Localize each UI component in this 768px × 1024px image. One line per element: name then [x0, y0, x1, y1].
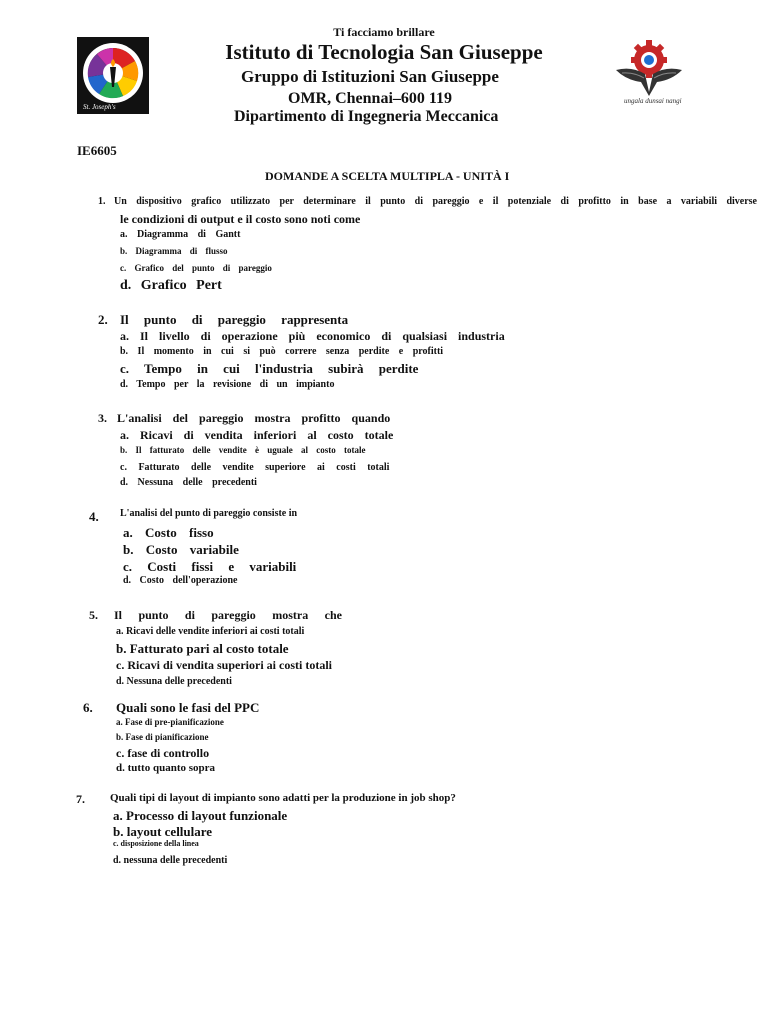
question-2-option-c: c. Tempo in cui l'industria subirà perdite: [120, 361, 419, 376]
question-4-option-d: d. Costo dell'operazione: [123, 575, 238, 586]
question-1-option-b: b. Diagramma di flusso: [120, 246, 228, 256]
group-name: Gruppo di Istituzioni San Giuseppe: [241, 67, 499, 86]
question-7-number: 7.: [76, 792, 85, 806]
question-7-option-a: a. Processo di layout funzionale: [113, 808, 288, 823]
question-2-option-d: d. Tempo per la revisione di un impianto: [120, 379, 335, 390]
right-logo-caption: ungala dunsai nangi: [624, 97, 682, 105]
question-2-text: Il punto di pareggio rappresenta: [120, 312, 349, 327]
question-3-option-c: c. Fatturato delle vendite superiore ai costi totali: [120, 462, 390, 473]
question-4-number: 4.: [89, 509, 99, 524]
question-1-text-line2: le condizioni di output e il costo sono noti come: [120, 212, 361, 226]
question-2-option-a: a. Il livello di operazione più economico di qualsiasi industria: [120, 329, 505, 343]
tagline: Ti facciamo brillare: [333, 25, 435, 39]
question-6-option-a: a. Fase di pre-pianificazione: [116, 717, 224, 727]
question-5-option-d: d. Nessuna delle precedenti: [116, 676, 232, 687]
institute-logo-right: [612, 40, 686, 110]
question-1-number: 1.: [98, 196, 106, 207]
question-7-option-b: b. layout cellulare: [113, 824, 213, 839]
section-title: DOMANDE A SCELTA MULTIPLA - UNITÀ I: [265, 169, 510, 183]
question-3-text: L'analisi del pareggio mostra profitto quando: [117, 411, 391, 425]
question-3-option-d: d. Nessuna delle precedenti: [120, 477, 257, 488]
question-5-text: Il punto di pareggio mostra che: [114, 608, 342, 622]
question-6-option-b: b. Fase di pianificazione: [116, 732, 209, 742]
question-4-option-b: b. Costo variabile: [123, 542, 239, 557]
course-code: IE6605: [77, 143, 117, 158]
question-6-option-d: d. tutto quanto sopra: [116, 762, 216, 774]
question-4-option-a: a. Costo fisso: [123, 525, 214, 540]
question-1-option-a: a. Diagramma di Gantt: [120, 229, 241, 240]
question-7-option-c: c. disposizione della linea: [113, 839, 199, 848]
question-7-option-d: d. nessuna delle precedenti: [113, 855, 228, 866]
question-6-text: Quali sono le fasi del PPC: [116, 700, 260, 715]
left-logo-caption: St. Joseph's: [83, 103, 116, 111]
question-2-option-b: b. Il momento in cui si può correre senza perdite e profitti: [120, 346, 444, 357]
institute-name: Istituto di Tecnologia San Giuseppe: [225, 40, 543, 64]
question-5-option-a: a. Ricavi delle vendite inferiori ai costi totali: [116, 626, 305, 637]
question-4-text: L'analisi del punto di pareggio consiste in: [120, 508, 298, 519]
question-3-number: 3.: [98, 411, 107, 425]
question-3-option-a: a. Ricavi di vendita inferiori al costo totale: [120, 428, 394, 442]
question-1-text-line1: Un dispositivo grafico utilizzato per determinare il punto di pareggio e il potenziale di profitto in base a variabili diverse: [114, 196, 757, 207]
question-4-option-c: c. Costi fissi e variabili: [123, 559, 297, 574]
question-5-option-b: b. Fatturato pari al costo totale: [116, 641, 289, 656]
question-3-option-b: b. Il fatturato delle vendite è uguale al costo totale: [120, 445, 366, 455]
department-name: Dipartimento di Ingegneria Meccanica: [234, 108, 499, 125]
question-1-option-c: c. Grafico del punto di pareggio: [120, 263, 272, 273]
question-7-text: Quali tipi di layout di impianto sono adatti per la produzione in job shop?: [110, 792, 456, 804]
question-6-number: 6.: [83, 700, 93, 715]
question-6-option-c: c. fase di controllo: [116, 746, 210, 760]
question-5-number: 5.: [89, 608, 98, 622]
question-1-option-d: d. Grafico Pert: [120, 278, 222, 293]
question-5-option-c: c. Ricavi di vendita superiori ai costi totali: [116, 658, 332, 672]
address: OMR, Chennai–600 119: [288, 90, 453, 107]
question-2-number: 2.: [98, 312, 108, 327]
